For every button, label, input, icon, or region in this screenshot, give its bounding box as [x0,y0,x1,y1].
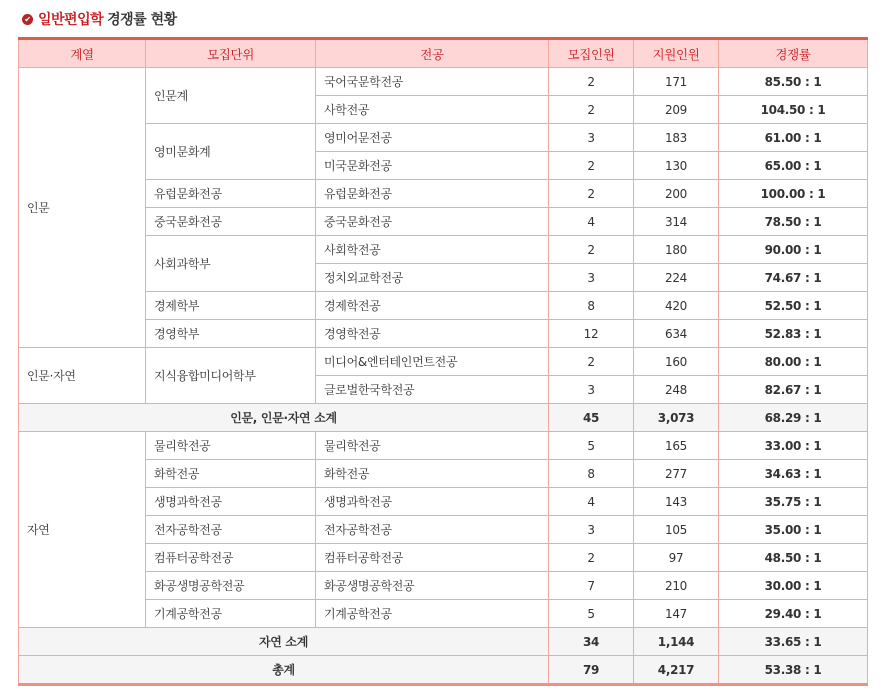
applicants-cell: 165 [634,432,719,460]
table-row [19,600,868,628]
ratio-cell: 34.63 : 1 [719,460,868,488]
table-row [19,208,868,236]
table-row [19,292,868,320]
quota-cell: 3 [549,124,634,152]
applicants-cell: 224 [634,264,719,292]
header-category: 계열 [19,39,146,68]
major-cell: 글로벌한국학전공 [316,376,549,404]
unit-cell: 기계공학전공 [146,600,316,628]
quota-cell: 2 [549,152,634,180]
major-cell: 중국문화전공 [316,208,549,236]
ratio-cell: 61.00 : 1 [719,124,868,152]
applicants-cell: 130 [634,152,719,180]
header-quota: 모집인원 [549,39,634,68]
unit-cell: 화학전공 [146,460,316,488]
major-cell: 컴퓨터공학전공 [316,544,549,572]
table-header-row [19,39,868,68]
total-row [19,656,868,685]
quota-cell: 3 [549,516,634,544]
ratio-cell: 78.50 : 1 [719,208,868,236]
title-highlight: 일반편입학 [38,12,104,28]
table-row [19,320,868,348]
major-cell: 기계공학전공 [316,600,549,628]
subtotal-applicants: 3,073 [634,404,719,432]
category-cell: 인문 [19,68,146,348]
unit-cell: 경영학부 [146,320,316,348]
category-cell: 인문·자연 [19,348,146,404]
subtotal-quota: 34 [549,628,634,656]
unit-cell: 물리학전공 [146,432,316,460]
subtotal-quota: 79 [549,656,634,685]
table-row [19,516,868,544]
ratio-cell: 82.67 : 1 [719,376,868,404]
subtotal-applicants: 1,144 [634,628,719,656]
check-circle-icon: ✔ [22,14,33,25]
applicants-cell: 209 [634,96,719,124]
header-ratio: 경쟁률 [719,39,868,68]
major-cell: 물리학전공 [316,432,549,460]
quota-cell: 2 [549,544,634,572]
applicants-cell: 147 [634,600,719,628]
ratio-cell: 104.50 : 1 [719,96,868,124]
major-cell: 화학전공 [316,460,549,488]
quota-cell: 2 [549,68,634,96]
subtotal-ratio: 53.38 : 1 [719,656,868,685]
ratio-cell: 30.00 : 1 [719,572,868,600]
ratio-cell: 74.67 : 1 [719,264,868,292]
applicants-cell: 171 [634,68,719,96]
major-cell: 경영학전공 [316,320,549,348]
quota-cell: 4 [549,488,634,516]
applicants-cell: 634 [634,320,719,348]
subtotal-row [19,404,868,432]
major-cell: 사회학전공 [316,236,549,264]
applicants-cell: 277 [634,460,719,488]
applicants-cell: 160 [634,348,719,376]
table-row [19,544,868,572]
quota-cell: 3 [549,376,634,404]
quota-cell: 5 [549,432,634,460]
ratio-cell: 29.40 : 1 [719,600,868,628]
subtotal-row [19,628,868,656]
ratio-cell: 33.00 : 1 [719,432,868,460]
unit-cell: 중국문화전공 [146,208,316,236]
applicants-cell: 248 [634,376,719,404]
table-row [19,180,868,208]
ratio-cell: 85.50 : 1 [719,68,868,96]
ratio-cell: 35.00 : 1 [719,516,868,544]
major-cell: 화공생명공학전공 [316,572,549,600]
applicants-cell: 420 [634,292,719,320]
applicants-cell: 180 [634,236,719,264]
subtotal-ratio: 68.29 : 1 [719,404,868,432]
major-cell: 정치외교학전공 [316,264,549,292]
quota-cell: 4 [549,208,634,236]
major-cell: 미디어&엔터테인먼트전공 [316,348,549,376]
ratio-cell: 52.50 : 1 [719,292,868,320]
page-title [22,9,177,29]
ratio-cell: 52.83 : 1 [719,320,868,348]
quota-cell: 2 [549,180,634,208]
ratio-cell: 80.00 : 1 [719,348,868,376]
table-row [19,236,868,264]
unit-cell: 사회과학부 [146,236,316,292]
subtotal-label: 총계 [19,656,549,685]
applicants-cell: 200 [634,180,719,208]
quota-cell: 2 [549,236,634,264]
unit-cell: 화공생명공학전공 [146,572,316,600]
subtotal-label: 인문, 인문·자연 소계 [19,404,549,432]
subtotal-applicants: 4,217 [634,656,719,685]
header-major: 전공 [316,39,549,68]
major-cell: 생명과학전공 [316,488,549,516]
quota-cell: 8 [549,292,634,320]
competition-rate-table [18,37,868,686]
unit-cell: 유럽문화전공 [146,180,316,208]
applicants-cell: 183 [634,124,719,152]
quota-cell: 5 [549,600,634,628]
quota-cell: 12 [549,320,634,348]
unit-cell: 영미문화계 [146,124,316,180]
quota-cell: 8 [549,460,634,488]
applicants-cell: 314 [634,208,719,236]
table-row [19,68,868,96]
table-row [19,348,868,376]
unit-cell: 인문계 [146,68,316,124]
major-cell: 국어국문학전공 [316,68,549,96]
subtotal-label: 자연 소계 [19,628,549,656]
applicants-cell: 210 [634,572,719,600]
ratio-cell: 100.00 : 1 [719,180,868,208]
header-applicants: 지원인원 [634,39,719,68]
unit-cell: 컴퓨터공학전공 [146,544,316,572]
major-cell: 전자공학전공 [316,516,549,544]
subtotal-ratio: 33.65 : 1 [719,628,868,656]
major-cell: 영미어문전공 [316,124,549,152]
table-row [19,432,868,460]
unit-cell: 전자공학전공 [146,516,316,544]
major-cell: 미국문화전공 [316,152,549,180]
table-row [19,460,868,488]
ratio-cell: 48.50 : 1 [719,544,868,572]
unit-cell: 경제학부 [146,292,316,320]
major-cell: 유럽문화전공 [316,180,549,208]
header-unit: 모집단위 [146,39,316,68]
table-row [19,488,868,516]
quota-cell: 2 [549,348,634,376]
quota-cell: 2 [549,96,634,124]
category-cell: 자연 [19,432,146,628]
ratio-cell: 35.75 : 1 [719,488,868,516]
applicants-cell: 143 [634,488,719,516]
applicants-cell: 97 [634,544,719,572]
ratio-cell: 90.00 : 1 [719,236,868,264]
table-row [19,124,868,152]
title-rest: 경쟁률 현황 [107,12,177,28]
unit-cell: 지식융합미디어학부 [146,348,316,404]
major-cell: 사학전공 [316,96,549,124]
unit-cell: 생명과학전공 [146,488,316,516]
quota-cell: 3 [549,264,634,292]
quota-cell: 7 [549,572,634,600]
table-row [19,572,868,600]
major-cell: 경제학전공 [316,292,549,320]
applicants-cell: 105 [634,516,719,544]
subtotal-quota: 45 [549,404,634,432]
ratio-cell: 65.00 : 1 [719,152,868,180]
